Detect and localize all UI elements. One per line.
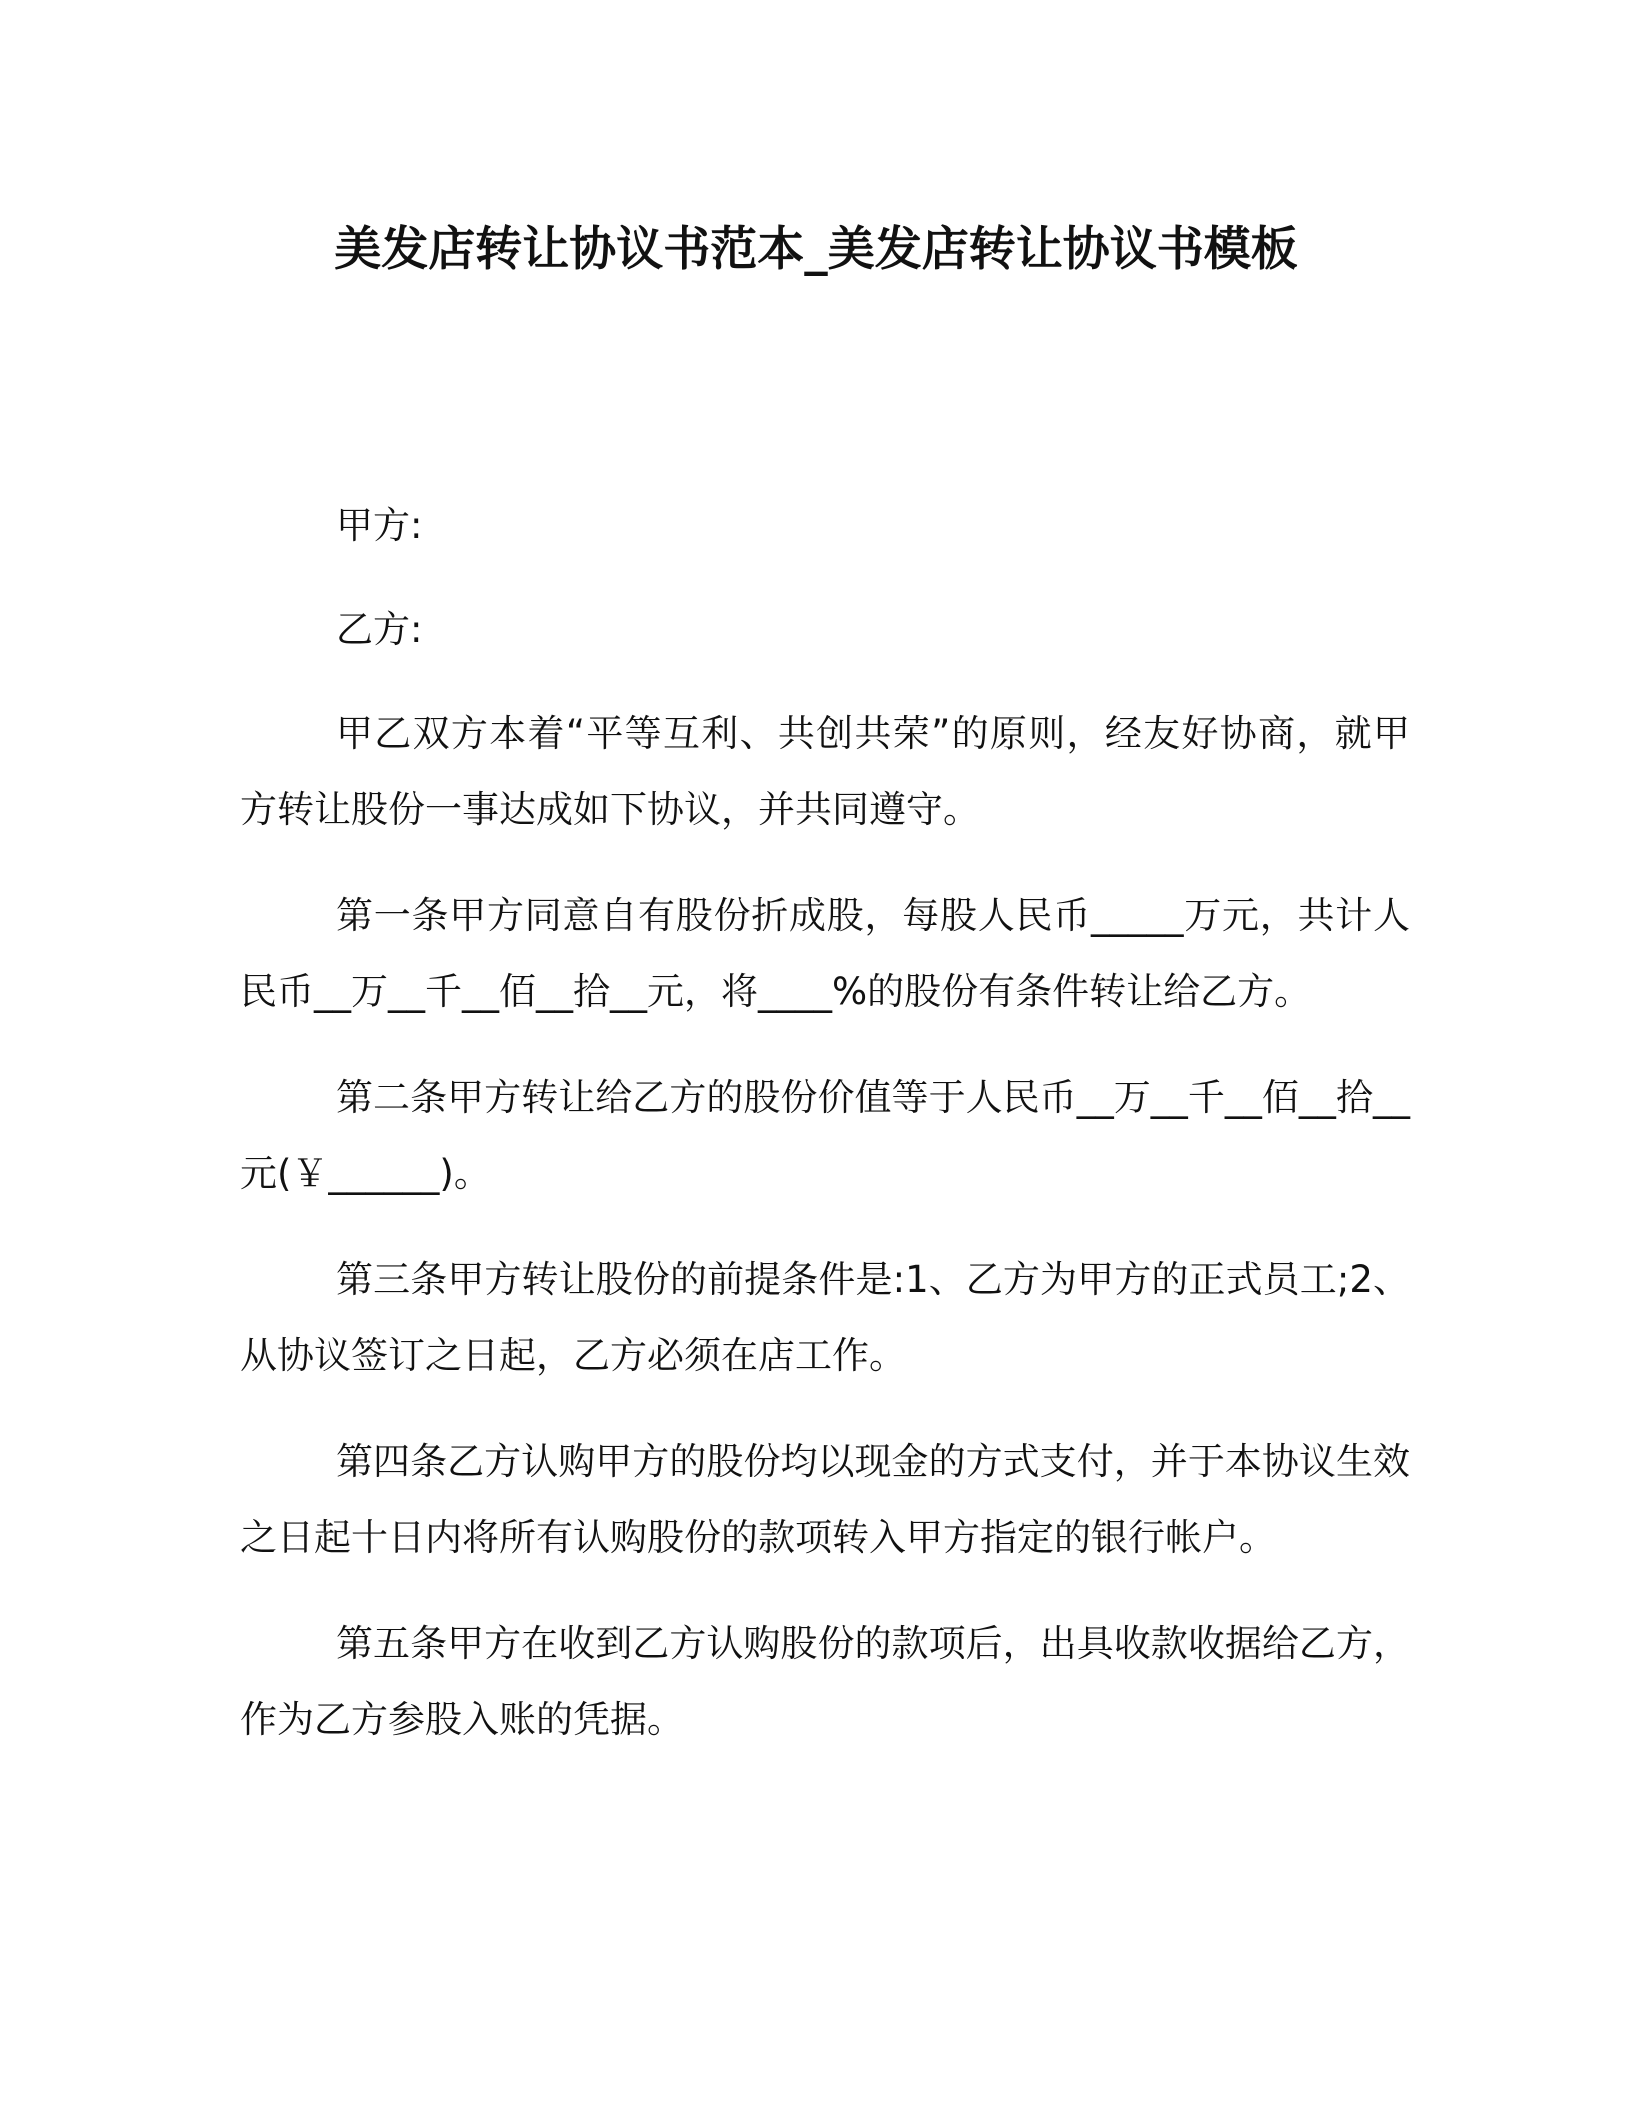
party-b-label: 乙方:: [336, 608, 423, 651]
party-a-label: 甲方:: [336, 504, 423, 547]
document-body: [240, 488, 1410, 1788]
paragraph-article-4: 第四条乙方认购甲方的股份均以现金的方式支付，并于本协议生效之日起十日内将所有认购股份的款项转入甲方指定的银行帐户。: [240, 1440, 1410, 1559]
paragraph-article-5: 第五条甲方在收到乙方认购股份的款项后，出具收款收据给乙方，作为乙方参股入账的凭据。: [240, 1622, 1410, 1741]
paragraph-article-1: 第一条甲方同意自有股份折成股，每股人民币_____万元，共计人民币__万__千__佰__拾__元，将____%的股份有条件转让给乙方。: [240, 894, 1410, 1013]
paragraph-preamble: 甲乙双方本着“平等互利、共创共荣”的原则，经友好协商，就甲方转让股份一事达成如下协议，并共同遵守。: [240, 712, 1410, 831]
document-title: 美发店转让协议书范本_美发店转让协议书模板: [334, 222, 1298, 277]
paragraph-article-2: 第二条甲方转让给乙方的股份价值等于人民币__万__千__佰__拾__元(￥______)。: [240, 1076, 1410, 1195]
paragraph-article-3: 第三条甲方转让股份的前提条件是:1、乙方为甲方的正式员工;2、从协议签订之日起，乙方必须在店工作。: [240, 1258, 1410, 1377]
